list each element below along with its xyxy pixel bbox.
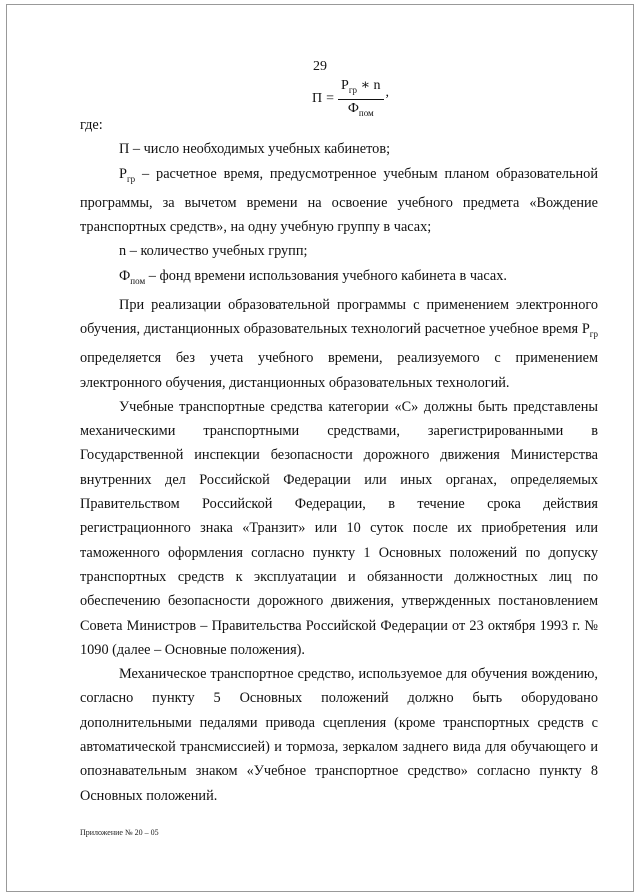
numerator-rest: ∗ n (357, 78, 381, 93)
page-number: 29 (313, 59, 327, 74)
elearning-paragraph (80, 293, 598, 395)
fpom-symbol: Ф (119, 267, 131, 284)
elearning-text-a: При реализации образовательной программы с применением электронного обучения, дистанционных образовательных технологий расчетное учебное время Р (80, 296, 598, 338)
denominator-symbol: Ф (347, 100, 359, 116)
definition-n: n – количество учебных групп; (119, 243, 308, 260)
where-label: где: (80, 117, 103, 133)
document-body (80, 113, 598, 808)
formula-lhs: П (312, 91, 323, 107)
fpom-subscript: пом (130, 275, 146, 286)
fpom-text: – фонд времени использования учебного кабинета в часах. (145, 267, 507, 284)
numerator-subscript: гр (348, 84, 358, 95)
definition-fpom (80, 264, 598, 293)
formula-comma: , (385, 85, 390, 101)
definition-rgr (80, 162, 598, 240)
mechanical-vehicle-paragraph: Механическое транспортное средство, используемое для обучения вождению, согласно пункту 5 Основных положений должно быть оборудовано дополнительными педалями привода сцепления (кроме транспортных средств с автоматической трансмиссией) и тормоза, зеркалом заднего вида для обучающего и опознавательным знаком «Учебное транспортное средство» согласно пункту 8 Основных положений. (80, 666, 598, 804)
formula-equals: = (326, 91, 335, 107)
rgr-symbol: Р (119, 165, 127, 182)
vehicles-paragraph: Учебные транспортные средства категории «С» должны быть представлены механическими транспортными средствами, зарегистрированными в Государственной инспекции безопасности дорожного движения Министерства внутренних дел Российской Федерации или иных органах, определяемых Правительством Российской Федерации, в течение срока действия регистрационного знака «Транзит» или 10 суток после их приобретения или таможенного оформления согласно пункту 1 Основных положений по допуску транспортных средств к эксплуатации и обязанности должностных лиц по обеспечению безопасности дорожного движения, утвержденных постановлением Совета Министров – Правительства Российской Федерации от 23 октября 1993 г. № 1090 (далее – Основные положения). (80, 398, 598, 658)
footer-note: Приложение № 20 – 05 (80, 828, 159, 837)
numerator-symbol: Р (341, 78, 349, 93)
elearning-text-b: определяется без учета учебного времени, реализуемого с применением электронного обучения, дистанционных образовательных технологий. (80, 350, 598, 391)
rgr-text: – расчетное время, предусмотренное учебным планом образовательной программы, за вычетом времени на освоение учебного предмета «Вождение транспортных средств», на одну учебную группу в часах; (80, 165, 598, 236)
denominator-subscript: пом (358, 107, 374, 118)
formula-numerator (338, 78, 384, 100)
elearning-subscript: гр (589, 328, 598, 339)
rgr-subscript: гр (126, 173, 136, 184)
definition-p: П – число необходимых учебных кабинетов; (119, 141, 391, 158)
